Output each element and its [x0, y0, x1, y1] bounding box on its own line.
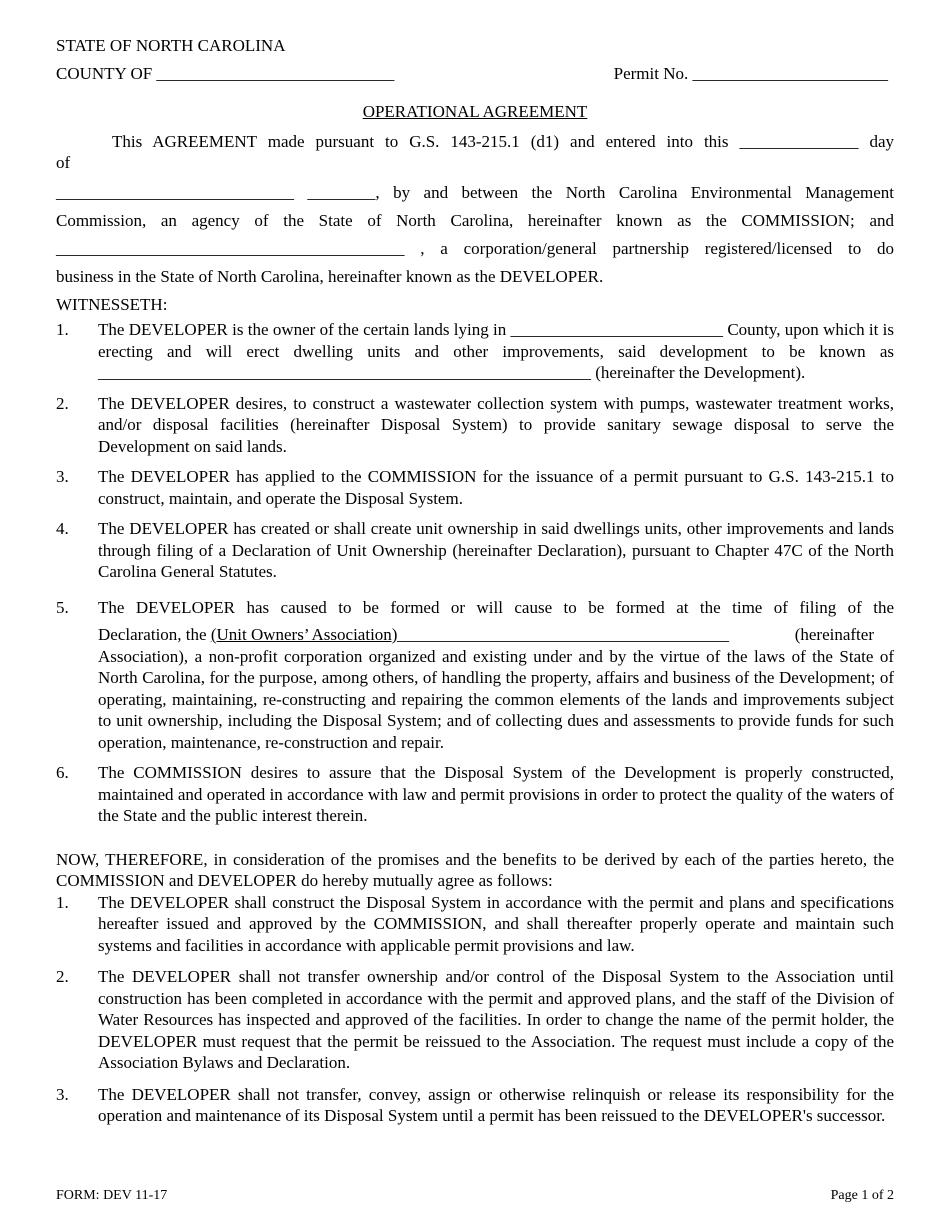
list-item: 3. The DEVELOPER has applied to the COMMISSION for the issuance of a permit pursuant to G.S. 143-215.1 to construct, maintain, and operate the Disposal System.	[56, 467, 894, 508]
agreement-list	[56, 892, 894, 1127]
list-item: 5. The DEVELOPER has caused to be formed or will cause to be formed at the time of filing of the Declaration, the (Unit Owners’ Association)_______________________________________ (hereinafter Association), a non-profit corporation organized and existing under and by the virtue of the laws of the State of North Carolina, for the purpose, among others, of handling the property, affairs and business of the Development; of operating, maintaining, re-constructing and repairing the common elements of the lands and improvements subject to unit ownership, including the Disposal System; and of collecting dues and assessments to provide funds for such operation, maintenance, re-construction and repair.	[56, 597, 894, 752]
intro-line-4: Commission, an agency of the State of North Carolina, hereinafter known as the COMMISSION; and	[56, 211, 894, 230]
item5-line-1: The DEVELOPER has caused to be formed or will cause to be formed at the time of filing of the	[98, 597, 894, 617]
list-item: 6. The COMMISSION desires to assure that the Disposal System of the Development is properly constructed, maintained and operated in accordance with law and permit provisions in order to protect the quality of the waters of the State and the public interest therein.	[56, 763, 894, 825]
page-number: Page 1 of 2	[830, 1188, 894, 1203]
permit-number-field: Permit No. _______________________	[613, 64, 888, 83]
document-header	[56, 32, 894, 88]
list-item: 1. The DEVELOPER shall construct the Disposal System in accordance with the permit and plans and specifications hereafter issued and approved by the COMMISSION, and shall thereafter properly operate and maintain such systems and facilities in accordance with applicable permit provisions and law.	[56, 892, 894, 955]
list-item: 3. The DEVELOPER shall not transfer, convey, assign or otherwise relinquish or release its responsibility for the operation and maintenance of its Disposal System until a permit has been reissued to the DEVELOPER's successor.	[56, 1084, 894, 1125]
county-field: COUNTY OF ____________________________	[56, 64, 395, 83]
list-item: 4. The DEVELOPER has created or shall create unit ownership in said dwellings units, other improvements and lands through filing of a Declaration of Unit Ownership (hereinafter Declaration), pursuant to Chapter 47C of the North Carolina General Statutes.	[56, 519, 894, 581]
association-name: (Unit Owners’ Association)	[210, 625, 398, 644]
now-therefore-paragraph: NOW, THEREFORE, in consideration of the promises and the benefits to be derived by each of the parties hereto, the COMMISSION and DEVELOPER do hereby mutually agree as follows:	[56, 849, 894, 890]
list-item: 2. The DEVELOPER desires, to construct a wastewater collection system with pumps, wastewater treatment works, and/or disposal facilities (hereinafter Disposal System) to provide sanitary sewage disposal to serve the Development on said lands.	[56, 393, 894, 456]
page-footer	[56, 1188, 894, 1204]
intro-line-3: ____________________________ ________, by and between the North Carolina Environmental Management	[56, 183, 894, 202]
list-item: 2. The DEVELOPER shall not transfer ownership and/or control of the Disposal System to the Association until construction has been completed in accordance with the permit and approved plans, and the staff of the Division of Water Resources has inspected and approved of the facilities. In order to change the name of the permit holder, the DEVELOPER must request that the permit be reissued to the Association. The request must include a copy of the Association Bylaws and Declaration.	[56, 967, 894, 1072]
item5-rest: Association), a non-profit corporation organized and existing under and by the virtue of the laws of the State of North Carolina, for the purpose, among others, of handling the property, affairs and business of the Development; of operating, maintaining, re-constructing and repairing the common elements of the lands and improvements subject to unit ownership, including the Disposal System; and of collecting dues and assessments to provide funds for such operation, maintenance, re-construction and repair.	[98, 646, 894, 752]
intro-line-2: of	[56, 153, 71, 172]
witnesseth-heading: WITNESSETH:	[56, 295, 168, 314]
intro-line-1: This AGREEMENT made pursuant to G.S. 143-215.1 (d1) and entered into this ______________ day	[112, 132, 894, 151]
state-line: STATE OF NORTH CAROLINA	[56, 36, 286, 55]
association-blank: _______________________________________	[397, 625, 729, 644]
whereas-list	[56, 319, 894, 827]
form-number: FORM: DEV 11-17	[56, 1188, 168, 1203]
intro-paragraph	[56, 131, 894, 319]
association-name-line: Declaration, the (Unit Owners’ Association)_______________________________________ (hereinafter	[98, 625, 874, 644]
intro-line-6: business in the State of North Carolina, hereinafter known as the DEVELOPER.	[56, 267, 604, 286]
county-permit-row	[56, 60, 894, 88]
document-page	[56, 32, 894, 1137]
document-title: OPERATIONAL AGREEMENT	[362, 102, 588, 121]
intro-line-5: _________________________________________ , a corporation/general partnership registered/licensed to do	[56, 239, 894, 258]
list-item: 1. The DEVELOPER is the owner of the certain lands lying in _________________________ County, upon which it is erecting and will erect dwelling units and other improvements, said development to be known as __________________________________________________________ (hereinafter the Development).	[56, 320, 894, 382]
